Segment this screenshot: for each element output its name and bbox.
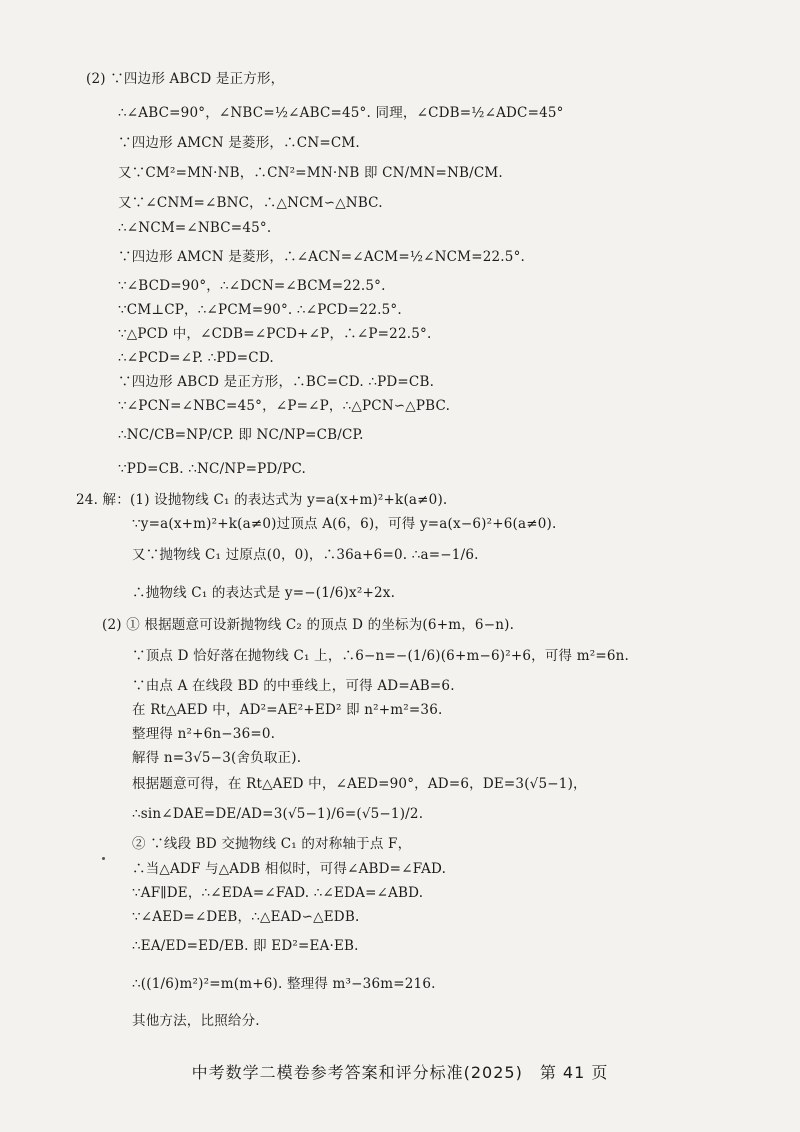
q23-line: ∵四边形 AMCN 是菱形，∴∠ACN=∠ACM=½∠NCM=22.5°. [118,249,526,265]
q24-line: ∵顶点 D 恰好落在抛物线 C₁ 上，∴6−n=−(1/6)(6+m−6)²+6，可得 m²=6n. [132,648,630,664]
q24-line: ∴sin∠DAE=DE/AD=3(√5−1)/6=(√5−1)/2. [132,806,424,822]
q24-line: ∵y=a(x+m)²+k(a≠0)过顶点 A(6，6)，可得 y=a(x−6)²+6(a≠0). [132,516,557,532]
q24-line: ∴抛物线 C₁ 的表达式是 y=−(1/6)x²+2x. [132,585,396,601]
q23-line: ∴∠ABC=90°，∠NBC=½∠ABC=45°. 同理，∠CDB=½∠ADC=45° [118,105,564,121]
q24-line: 根据题意可得，在 Rt△AED 中，∠AED=90°，AD=6，DE=3(√5−1)， [132,776,587,792]
q24-line: ∵∠AED=∠DEB，∴△EAD∽△EDB. [132,909,360,925]
q24-line: 24. 解：(1) 设抛物线 C₁ 的表达式为 y=a(x+m)²+k(a≠0). [76,492,448,508]
q24-line: 整理得 n²+6n−36=0. [132,726,276,742]
q23-line: ∵四边形 ABCD 是正方形，∴BC=CD. ∴PD=CB. [118,374,435,390]
q23-line: ∵CM⊥CP，∴∠PCM=90°. ∴∠PCD=22.5°. [118,302,402,318]
q23-line: ∵PD=CB. ∴NC/NP=PD/PC. [118,461,307,477]
q24-line: ∵由点 A 在线段 BD 的中垂线上，可得 AD=AB=6. [132,678,455,694]
q24-line: ∴EA/ED=ED/EB. 即 ED²=EA·EB. [132,938,359,954]
q23-line: 又∵CM²=MN·NB，∴CN²=MN·NB 即 CN/MN=NB/CM. [118,165,503,181]
q23-line: ∴NC/CB=NP/CP. 即 NC/NP=CB/CP. [118,427,364,443]
q24-line: ∵AF∥DE，∴∠EDA=∠FAD. ∴∠EDA=∠ABD. [132,885,424,901]
q23-line: (2) ∵四边形 ABCD 是正方形， [86,71,285,87]
q24-line: ∴((1/6)m²)²=m(m+6). 整理得 m³−36m=216. [132,976,436,992]
q23-line: ∴∠NCM=∠NBC=45°. [118,220,272,236]
q24-line: 解得 n=3√5−3(舍负取正). [132,750,302,766]
q23-line: ∴∠PCD=∠P. ∴PD=CD. [118,350,274,366]
q24-line: 在 Rt△AED 中，AD²=AE²+ED² 即 n²+m²=36. [132,702,443,718]
q24-line: ② ∵线段 BD 交抛物线 C₁ 的对称轴于点 F， [132,836,412,852]
q23-line: ∵∠PCN=∠NBC=45°，∠P=∠P，∴△PCN∽△PBC. [118,398,451,414]
q24-line: 又∵抛物线 C₁ 过原点(0，0)，∴36a+6=0. ∴a=−1/6. [132,547,479,563]
q23-line: ∵△PCD 中，∠CDB=∠PCD+∠P，∴∠P=22.5°. [118,326,432,342]
q24-line: (2) ① 根据题意可设新抛物线 C₂ 的顶点 D 的坐标为(6+m，6−n). [102,617,515,633]
stray-mark [102,857,105,860]
q23-line: ∵四边形 AMCN 是菱形，∴CN=CM. [118,135,360,151]
q23-line: ∵∠BCD=90°，∴∠DCN=∠BCM=22.5°. [118,278,386,294]
page-footer: 中考数学二模卷参考答案和评分标准(2025) 第 41 页 [191,1063,609,1082]
q24-line: ∴当△ADF 与△ADB 相似时，可得∠ABD=∠FAD. [132,861,447,877]
q23-line: 又∵∠CNM=∠BNC，∴△NCM∽△NBC. [118,195,383,211]
q24-line: 其他方法，比照给分. [132,1013,260,1029]
